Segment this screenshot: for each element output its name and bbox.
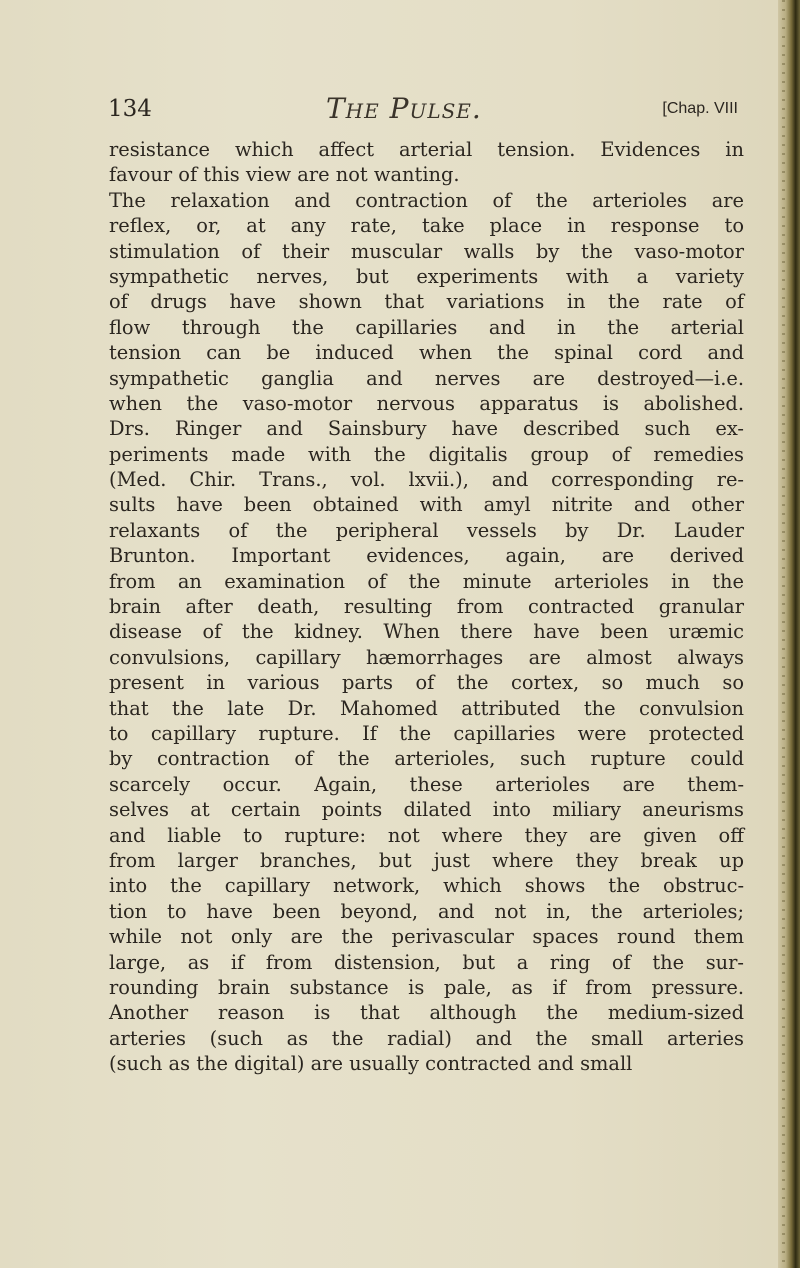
text-line: sults have been obtained with amyl nitrite and other	[109, 493, 744, 517]
text-line: and liable to rupture: not where they are given off	[109, 823, 744, 847]
text-line: relaxants of the peripheral vessels by Dr. Lauder	[109, 518, 744, 542]
text-line: arteries (such as the radial) and the small arteries	[109, 1026, 744, 1050]
page-edge	[778, 0, 800, 1268]
text-line: reflex, or, at any rate, take place in response to	[109, 214, 744, 238]
text-line: convulsions, capillary hæmorrhages are almost always	[109, 645, 744, 669]
text-line: to capillary rupture. If the capillaries were protected	[109, 721, 744, 745]
text-line: by contraction of the arterioles, such rupture could	[109, 747, 744, 771]
text-line: of drugs have shown that variations in the rate of	[109, 290, 744, 314]
body-text	[109, 137, 744, 1076]
chapter-reference: [Chap. VIII	[662, 100, 738, 117]
text-line: scarcely occur. Again, these arterioles are them-	[109, 772, 744, 796]
text-line: Another reason is that although the medium-sized	[109, 1001, 744, 1025]
running-title: The Pulse.	[326, 92, 482, 125]
text-line: selves at certain points dilated into miliary aneurisms	[109, 798, 744, 822]
text-line: from larger branches, but just where they break up	[109, 848, 744, 872]
text-line: tion to have been beyond, and not in, the arterioles;	[109, 899, 744, 923]
text-line: sympathetic ganglia and nerves are destroyed—i.e.	[109, 366, 744, 390]
text-line: Drs. Ringer and Sainsbury have described such ex-	[109, 417, 744, 441]
text-line: The relaxation and contraction of the arterioles are	[109, 188, 744, 212]
text-line: into the capillary network, which shows the obstruc-	[109, 874, 744, 898]
text-line: brain after death, resulting from contracted granular	[109, 595, 744, 619]
text-line: favour of this view are not wanting.	[109, 163, 460, 187]
text-line: present in various parts of the cortex, so much so	[109, 671, 744, 695]
text-line: flow through the capillaries and in the arterial	[109, 315, 744, 339]
text-line: rounding brain substance is pale, as if from pressure.	[109, 975, 744, 999]
text-line: while not only are the perivascular spaces round them	[109, 925, 744, 949]
text-line: tension can be induced when the spinal cord and	[109, 341, 744, 365]
text-line: resistance which affect arterial tension. Evidences in	[109, 138, 744, 161]
text-line: that the late Dr. Mahomed attributed the convulsion	[109, 696, 744, 720]
page-number: 134	[108, 96, 152, 122]
text-line: disease of the kidney. When there have been uræmic	[109, 620, 744, 644]
text-line: when the vaso-motor nervous apparatus is abolished.	[109, 391, 744, 415]
text-line: (such as the digital) are usually contracted and small	[109, 1052, 633, 1076]
text-line: Brunton. Important evidences, again, are derived	[109, 544, 744, 568]
text-line: periments made with the digitalis group of remedies	[109, 442, 744, 466]
text-line: sympathetic nerves, but experiments with a variety	[109, 264, 744, 288]
text-line: from an examination of the minute arterioles in the	[109, 569, 744, 593]
text-line: large, as if from distension, but a ring of the sur-	[109, 950, 744, 974]
running-head	[108, 92, 738, 132]
text-line: (Med. Chir. Trans., vol. lxvii.), and corresponding re-	[109, 468, 744, 492]
text-line: stimulation of their muscular walls by the vaso-motor	[109, 239, 744, 263]
